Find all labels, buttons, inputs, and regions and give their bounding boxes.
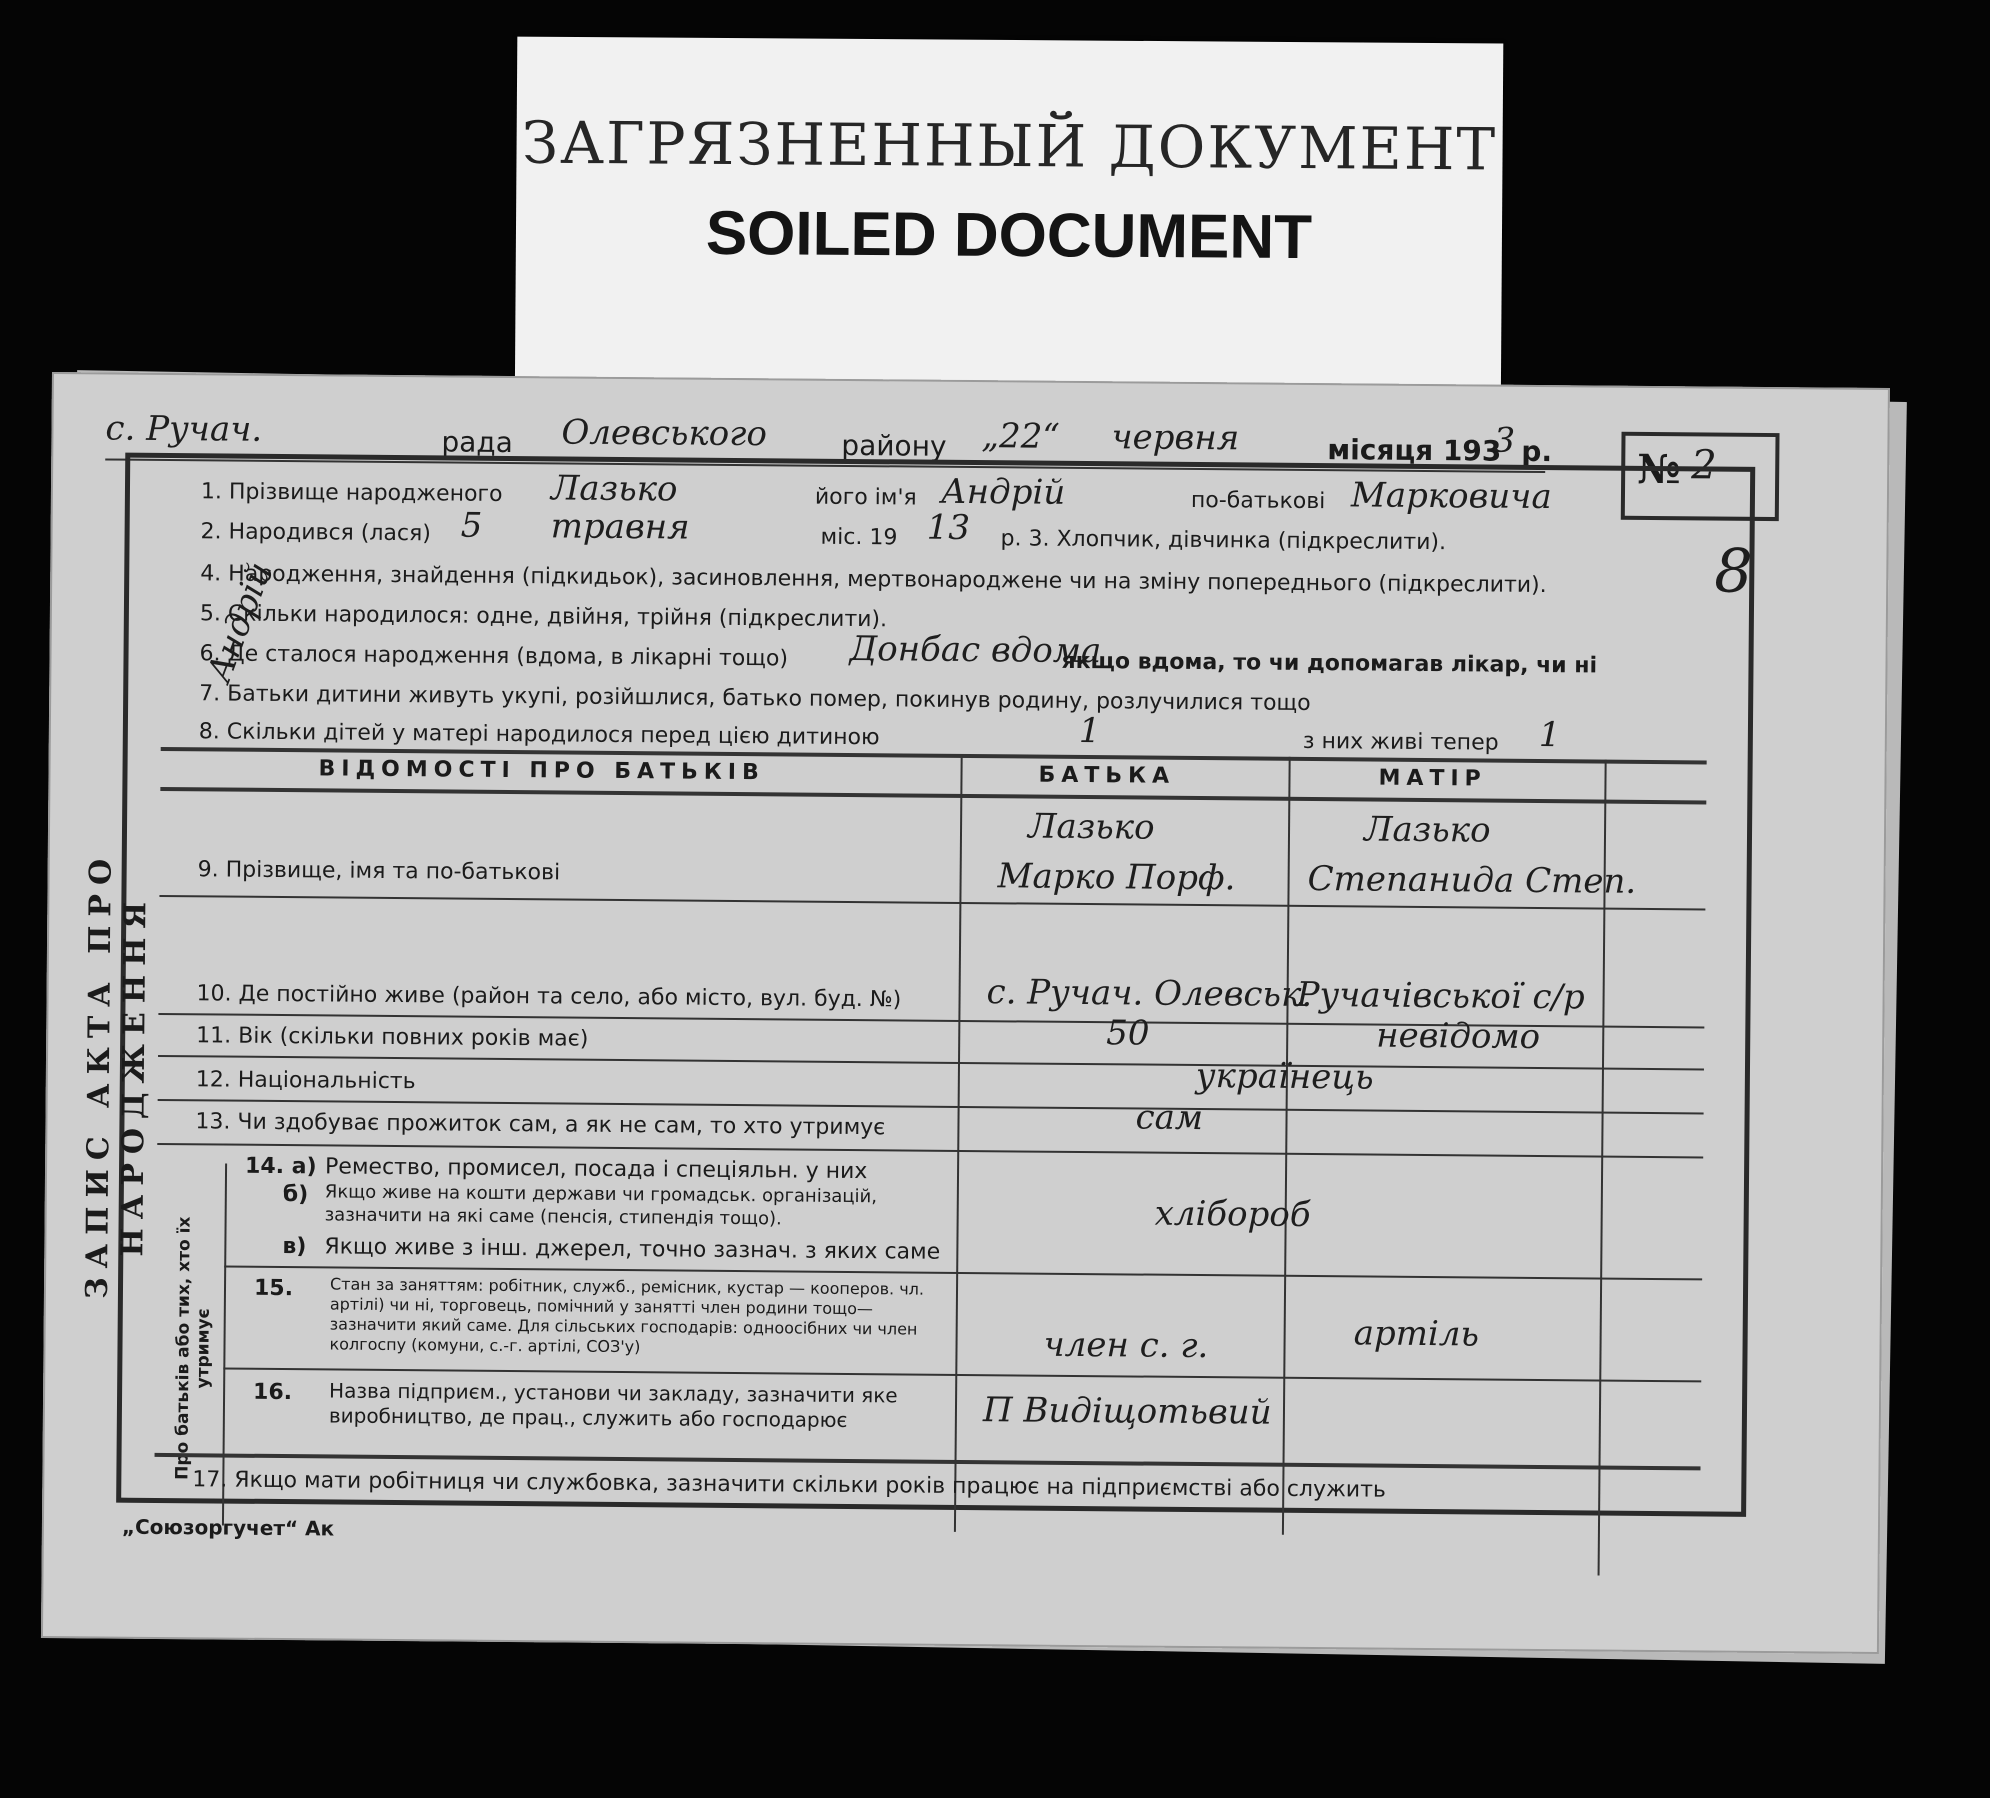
line1-patronymic-hand: Марковича	[1350, 475, 1552, 518]
row14-c-num: в)	[282, 1234, 307, 1260]
line6-doctor-label: якщо вдома, то чи допомагав лікар, чи ні	[1061, 648, 1598, 679]
row15-text: Стан за заняттям: робітник, служб., ремісник, кустар — кооперов. чл. артілі) чи ні, торговець, помічний у занятті член родини тощо—зазначити який саме. Для сільських господарів: одноосібних чи член колгоспу (комуни, с.-г. артілі, СОЗ'у)	[329, 1274, 925, 1357]
line2-month-hand: травня	[550, 506, 690, 548]
row10-label: 10. Де постійно живе (район та село, або місто, вул. буд. №)	[196, 981, 902, 1013]
row9-mother-surname: Лазько	[1363, 809, 1491, 851]
row14-b-num: б)	[282, 1182, 309, 1208]
row14-num: 14. а)	[244, 1153, 317, 1180]
line6-label: 6. Де сталося народження (вдома, в лікарні тощо)	[199, 641, 789, 672]
record-number-value: 2	[1691, 442, 1717, 489]
header-village-hand: с. Ручач.	[105, 408, 263, 450]
line8-count-hand: 1	[1078, 710, 1101, 752]
row15-num: 15.	[253, 1275, 294, 1302]
line8-alive-label: з них живі тепер	[1302, 728, 1499, 756]
line2-year-hand: 13	[926, 507, 971, 549]
header-month-word: місяця 193	[1327, 433, 1502, 468]
line2-label: 2. Народився (лася)	[200, 519, 431, 547]
row11-father: 50	[1106, 1013, 1150, 1054]
row9-father-surname: Лазько	[1027, 806, 1155, 848]
row14-value: хлібороб	[1154, 1193, 1311, 1236]
header-year-hand: 3	[1493, 420, 1516, 461]
row15-father: член с. г.	[1043, 1324, 1209, 1367]
row11-mother: невідомо	[1376, 1015, 1541, 1058]
table-head-col2: БАТЬКА	[1038, 762, 1176, 789]
header-day-hand: „22“	[981, 416, 1060, 457]
row9-father-name: Марко Порф.	[997, 856, 1236, 899]
soiled-document-label	[515, 37, 1504, 424]
row9-label: 9. Прізвище, імя та по-батькові	[197, 857, 561, 886]
line5-text: 5. Скільки народилося: одне, двійня, трійня (підкреслити).	[199, 601, 888, 633]
side-label: Про батьків або тих, хто їх утримує	[172, 1216, 214, 1480]
soiled-label-english: SOILED DOCUMENT	[705, 198, 1313, 273]
line2-year-label: міс. 19	[820, 524, 898, 551]
line8-label: 8. Скільки дітей у матері народилося перед цією дитиною	[198, 719, 880, 751]
row12-value: українець	[1195, 1056, 1374, 1098]
header-month-hand: червня	[1111, 417, 1240, 459]
row15-mother: артіль	[1353, 1313, 1480, 1355]
vertical-form-title: ЗАПИС АКТА ПРО НАРОДЖЕННЯ	[79, 849, 154, 1300]
soiled-label-russian: ЗАГРЯЗНЕННЫЙ ДОКУМЕНТ	[521, 108, 1498, 184]
birth-record-form	[41, 372, 1890, 1654]
line4-text: 4. Народження, знайдення (підкидьок), засиновлення, мертвонароджене чи на зміну попереднього (підкреслити).	[200, 561, 1547, 599]
margin-name-hand: Андрій	[199, 556, 281, 688]
right-margin-hand: 8	[1714, 536, 1753, 607]
line1-name-hand: Андрій	[940, 471, 1066, 513]
row9-mother-name: Степанида Степ.	[1307, 858, 1637, 902]
line1-surname-hand: Лазько	[550, 468, 678, 510]
line1-name-label: його ім'я	[814, 484, 917, 511]
line6-place-hand: Донбас вдома	[849, 628, 1102, 672]
row14-b-text: Якщо живе на кошти держави чи громадськ. організацій, зазначити на які саме (пенсія, стипендія тощо).	[324, 1181, 878, 1230]
printer-mark: „Союзоргучет“ Ак	[121, 1514, 335, 1541]
line7-text: 7. Батьки дитини живуть укупі, розійшлися, батько помер, покинув родину, розлучилися тощо	[199, 681, 1311, 716]
row16-value: П Видiщотьвий	[982, 1390, 1272, 1433]
line1-patronymic-label: по-батькові	[1190, 487, 1326, 515]
table-head-col1: ВІДОМОСТІ ПРО БАТЬКІВ	[318, 756, 765, 786]
row13-label: 13. Чи здобуває прожиток сам, а як не сам, то хто утримує	[195, 1109, 886, 1141]
line2-gender-label: р. 3. Хлопчик, дівчинка (підкреслити).	[1000, 526, 1447, 556]
header-r-word: р.	[1521, 434, 1553, 469]
table-head-col3: МАТІР	[1378, 765, 1487, 792]
header-rada-hand: Олевського	[561, 412, 768, 455]
row14-c-text: Якщо живе з інш. джерел, точно зазнач. з яких саме	[324, 1234, 941, 1265]
header-rada-word: рада	[441, 425, 513, 460]
record-number-label: №	[1637, 445, 1681, 494]
row12-label: 12. Національність	[195, 1067, 416, 1095]
line2-day-hand: 5	[460, 505, 483, 546]
row16-num: 16.	[252, 1379, 293, 1406]
row10-mother: Ручачівської с/р	[1296, 974, 1585, 1018]
row13-value: сам	[1135, 1097, 1204, 1139]
line8-alive-hand: 1	[1538, 714, 1561, 756]
row14-a-text: Ремество, промисел, посада і спеціяльн. у них	[324, 1154, 868, 1185]
row16-text: Назва підприєм., установи чи закладу, зазначити яке виробництво, де прац., служить або господарює	[328, 1378, 898, 1432]
header-rayon-word: району	[841, 428, 947, 463]
line1-label: 1. Прізвище народженого	[200, 479, 503, 507]
row17-text: 17. Якщо мати робітниця чи службовка, зазначити скільки років працює на підприємстві або служить	[192, 1467, 1387, 1503]
row10-father: с. Ручач. Олевськ.	[986, 972, 1313, 1016]
row11-label: 11. Вік (скільки повних років має)	[196, 1023, 589, 1052]
